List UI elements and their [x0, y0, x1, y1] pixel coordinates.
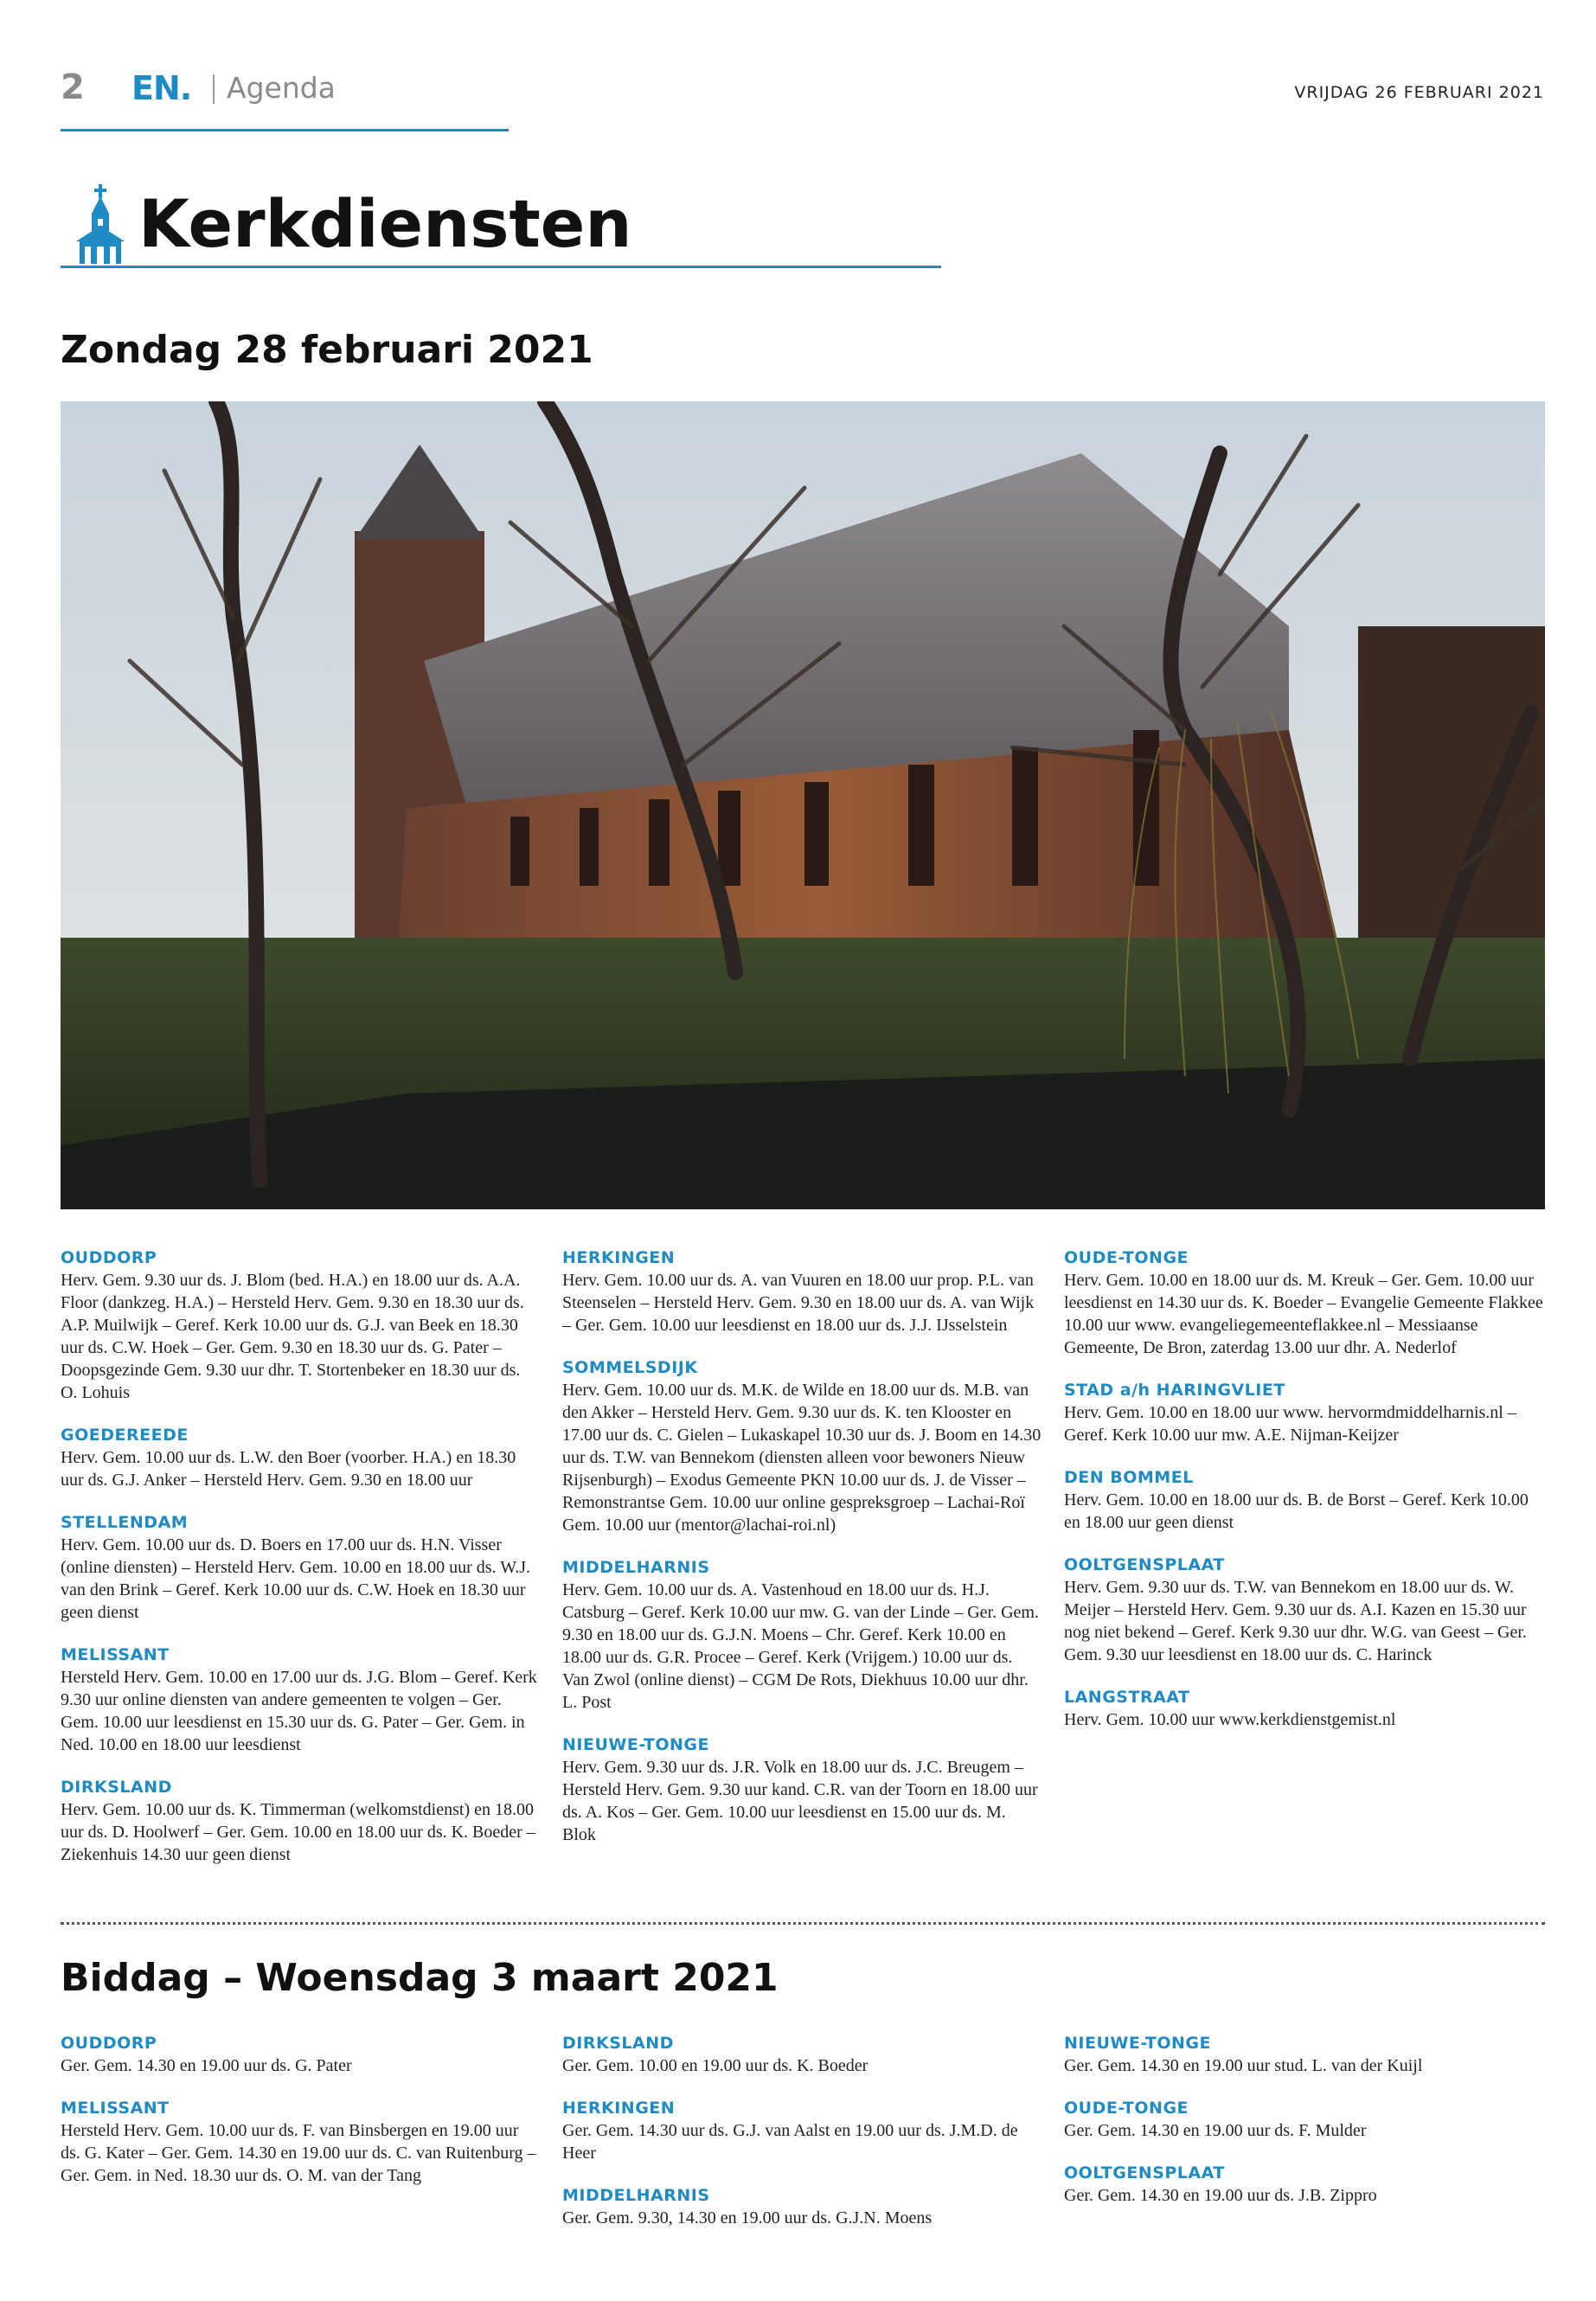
sunday-column-3 — [1064, 1247, 1544, 1752]
service-text: Herv. Gem. 10.00 uur ds. L.W. den Boer (voorber. H.A.) en 18.30 uur ds. G.J. Anker – Hersteld Herv. Gem. 9.30 en 18.00 uur — [61, 1448, 516, 1490]
service-text: Herv. Gem. 10.00 en 18.00 uur www. hervormdmiddelharnis.nl – Geref. Kerk 10.00 uur mw. A.E. Nijman-Keijzer — [1064, 1403, 1516, 1445]
service-text: Ger. Gem. 14.30 en 19.00 uur ds. G. Pater — [61, 2056, 352, 2075]
sunday-column-2 — [562, 1247, 1042, 1867]
town-name: HERKINGEN — [562, 2099, 676, 2118]
service-entry — [1064, 1467, 1544, 1534]
service-text: Ger. Gem. 10.00 en 19.00 uur ds. K. Boeder — [562, 2056, 869, 2075]
service-text: Herv. Gem. 10.00 en 18.00 uur ds. M. Kreuk – Ger. Gem. 10.00 uur leesdienst en 14.30 uur ds. K. Boeder – Evangelie Gemeente Flakkee 10.00 uur www. evangeliegemeenteflakkee.nl – Messiaanse Gemeente, De Bron, zaterdag 13.00 uur dhr. A. Nederlof — [1064, 1271, 1543, 1357]
town-name: STELLENDAM — [61, 1513, 189, 1532]
town-name: OOLTGENSPLAAT — [1064, 2163, 1225, 2182]
service-entry — [1064, 1247, 1544, 1359]
service-text: Hersteld Herv. Gem. 10.00 uur ds. F. van Binsbergen en 19.00 uur ds. G. Kater – Ger. Gem. 14.30 en 19.00 uur ds. C. van Ruitenburg – Ger. Gem. in Ned. 18.30 uur ds. O. M. van der Tang — [61, 2121, 536, 2185]
service-entry — [562, 1247, 1042, 1336]
town-name: NIEUWE-TONGE — [1064, 2034, 1211, 2053]
service-entry — [562, 2033, 1042, 2077]
biddag-column-1 — [61, 2033, 541, 2208]
biddag-column-3 — [1064, 2033, 1544, 2227]
service-entry — [61, 1425, 541, 1491]
section-name: Agenda — [227, 71, 336, 105]
biddag-column-2 — [562, 2033, 1042, 2250]
service-entry — [562, 2185, 1042, 2229]
town-name: NIEUWE-TONGE — [562, 1735, 709, 1754]
town-name: MIDDELHARNIS — [562, 1558, 710, 1577]
service-text: Herv. Gem. 10.00 en 18.00 uur ds. B. de Borst – Geref. Kerk 10.00 en 18.00 uur geen dienst — [1064, 1490, 1529, 1532]
town-name: OOLTGENSPLAAT — [1064, 1555, 1225, 1574]
header-divider — [213, 74, 215, 104]
service-text: Herv. Gem. 9.30 uur ds. T.W. van Bennekom en 18.00 uur ds. W. Meijer – Hersteld Herv. Gem. 9.30 uur ds. A.I. Kazen en 15.30 uur nog niet bekend – Geref. Kerk 9.30 uur dhr. W.G. van Geest – Ger. Gem. 9.30 uur leesdienst en 18.00 uur ds. C. Harinck — [1064, 1578, 1527, 1664]
page-header — [61, 69, 509, 131]
service-entry — [61, 1512, 541, 1624]
section-heading-biddag: Biddag – Woensdag 3 maart 2021 — [61, 1956, 779, 2000]
service-entry — [562, 1734, 1042, 1846]
en-logo: EN. — [131, 69, 192, 107]
church-icon — [74, 184, 126, 264]
town-name: OUDDORP — [61, 1248, 157, 1267]
town-name: DEN BOMMEL — [1064, 1468, 1194, 1487]
town-name: OUDE-TONGE — [1064, 2099, 1189, 2118]
town-name: MELISSANT — [61, 1645, 170, 1664]
town-name: GOEDEREEDE — [61, 1426, 189, 1445]
service-text: Herv. Gem. 10.00 uur www.kerkdienstgemist.nl — [1064, 1710, 1396, 1729]
service-entry — [61, 1247, 541, 1404]
service-entry — [61, 1777, 541, 1866]
town-name: STAD a/h HARINGVLIET — [1064, 1381, 1285, 1400]
title-block — [61, 177, 941, 268]
service-text: Herv. Gem. 9.30 uur ds. J.R. Volk en 18.00 uur ds. J.C. Breugem – Hersteld Herv. Gem. 9.30 uur kand. C.R. van der Toorn en 18.00 uur ds. A. Kos – Ger. Gem. 10.00 uur leesdienst en 15.00 uur ds. M. Blok — [562, 1758, 1038, 1844]
town-name: MIDDELHARNIS — [562, 2186, 710, 2205]
dotted-divider — [61, 1922, 1545, 1925]
town-name: DIRKSLAND — [61, 1778, 172, 1797]
town-name: HERKINGEN — [562, 1248, 676, 1267]
service-text: Ger. Gem. 14.30 en 19.00 uur ds. F. Mulder — [1064, 2121, 1367, 2140]
service-text: Herv. Gem. 10.00 uur ds. M.K. de Wilde en 18.00 uur ds. M.B. van den Akker – Hersteld Herv. Gem. 9.30 uur ds. K. ten Klooster en 17.00 uur ds. C. Gielen – Lukaskapel 10.30 uur ds. J. Boom en 14.30 uur ds. T.W. van Bennekom (diensten alleen voor bewoners Nieuw Rijsenburgh) – Exodus Gemeente PKN 10.00 uur ds. J. de Visser – Remonstrantse Gem. 10.00 uur online gespreksgroep – Lachai-Roï Gem. 10.00 uur (mentor@lachai-roi.nl) — [562, 1381, 1042, 1535]
service-entry — [562, 1557, 1042, 1714]
service-text: Hersteld Herv. Gem. 10.00 en 17.00 uur ds. J.G. Blom – Geref. Kerk 9.30 uur online diensten van andere gemeenten te volgen – Ger. Gem. 10.00 uur leesdienst en 15.30 uur ds. G. Pater – Ger. Gem. in Ned. 10.00 en 18.00 uur leesdienst — [61, 1668, 537, 1754]
town-name: MELISSANT — [61, 2099, 170, 2118]
service-entry — [61, 1644, 541, 1756]
service-entry — [61, 2098, 541, 2187]
service-entry — [61, 2033, 541, 2077]
service-text: Herv. Gem. 10.00 uur ds. K. Timmerman (welkomstdienst) en 18.00 uur ds. D. Hoolwerf – Ger. Gem. 10.00 en 18.00 uur ds. K. Boeder – Ziekenhuis 14.30 uur geen dienst — [61, 1800, 535, 1864]
service-entry — [1064, 2163, 1544, 2207]
town-name: LANGSTRAAT — [1064, 1688, 1190, 1707]
town-name: DIRKSLAND — [562, 2034, 674, 2053]
service-entry — [1064, 1380, 1544, 1446]
issue-date: VRIJDAG 26 FEBRUARI 2021 — [1294, 83, 1544, 102]
service-entry — [1064, 1554, 1544, 1666]
service-entry — [1064, 1687, 1544, 1731]
service-text: Ger. Gem. 14.30 uur ds. G.J. van Aalst en 19.00 uur ds. J.M.D. de Heer — [562, 2121, 1018, 2163]
town-name: SOMMELSDIJK — [562, 1358, 698, 1377]
service-text: Ger. Gem. 14.30 en 19.00 uur stud. L. van der Kuijl — [1064, 2056, 1423, 2075]
church-photo-graphic — [61, 401, 1545, 1209]
service-entry — [1064, 2098, 1544, 2142]
town-name: OUDDORP — [61, 2034, 157, 2053]
town-name: OUDE-TONGE — [1064, 1248, 1189, 1267]
service-text: Ger. Gem. 9.30, 14.30 en 19.00 uur ds. G.J.N. Moens — [562, 2208, 933, 2227]
page-title: Kerkdiensten — [138, 185, 632, 262]
service-text: Herv. Gem. 10.00 uur ds. A. van Vuuren en 18.00 uur prop. P.L. van Steenselen – Hersteld Herv. Gem. 9.30 en 18.00 uur ds. A. van Wijk – Ger. Gem. 10.00 uur leesdienst en 18.00 uur ds. J.J. IJsselstein — [562, 1271, 1035, 1335]
service-text: Herv. Gem. 10.00 uur ds. A. Vastenhoud en 18.00 uur ds. H.J. Catsburg – Geref. Kerk 10.00 uur mw. G. van der Linde – Ger. Gem. 9.30 en 18.00 uur ds. G.J.N. Moens – Chr. Geref. Kerk 10.00 en 18.00 uur ds. G.R. Procee – Geref. Kerk (Vrijgem.) 10.00 uur ds. Van Zwol (online dienst) – CGM De Rots, Diekhuus 10.00 uur dhr. L. Post — [562, 1580, 1039, 1712]
page-number: 2 — [61, 67, 85, 107]
section-heading-sunday: Zondag 28 februari 2021 — [61, 328, 593, 372]
service-entry — [562, 2098, 1042, 2164]
service-entry — [562, 1357, 1042, 1536]
service-text: Herv. Gem. 10.00 uur ds. D. Boers en 17.00 uur ds. H.N. Visser (online diensten) – Hersteld Herv. Gem. 10.00 en 18.00 uur ds. W.J. van den Brink – Geref. Kerk 10.00 uur ds. C.W. Hoek en 18.30 uur geen dienst — [61, 1535, 531, 1622]
service-entry — [1064, 2033, 1544, 2077]
service-text: Herv. Gem. 9.30 uur ds. J. Blom (bed. H.A.) en 18.00 uur ds. A.A. Floor (dankzeg. H.A.) – Hersteld Herv. Gem. 9.30 en 18.30 uur ds. A.P. Muilwijk – Geref. Kerk 10.00 uur ds. G.J. van Beek en 18.30 uur ds. C.W. Hoek – Ger. Gem. 9.30 en 18.30 uur ds. G. Pater – Doopsgezinde Gem. 9.30 uur dhr. T. Stortenbeker en 18.30 uur ds. O. Lohuis — [61, 1271, 524, 1402]
church-photo — [61, 401, 1545, 1209]
service-text: Ger. Gem. 14.30 en 19.00 uur ds. J.B. Zippro — [1064, 2186, 1377, 2205]
sunday-column-1 — [61, 1247, 541, 1887]
